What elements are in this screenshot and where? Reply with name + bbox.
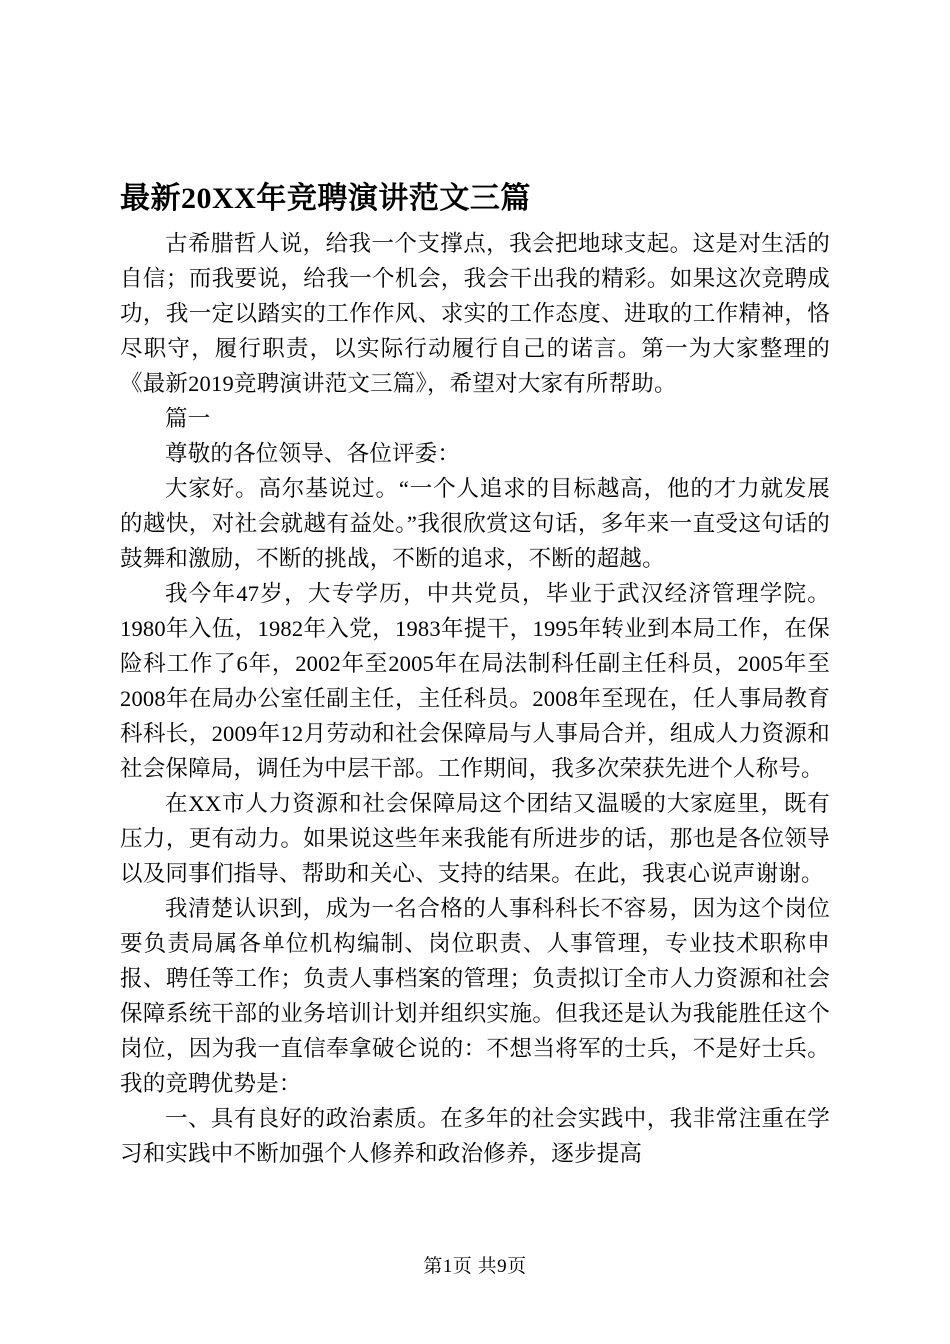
- paragraph: 我今年47岁，大专学历，中共党员，毕业于武汉经济管理学院。1980年入伍，1982年入党，1983年提干，1995年转业到本局工作，在保险科工作了6年，2002年至2005年在局法制科任副主任科员，2005年至2008年在局办公室任副主任，主任科员。2008年至现在，任人事局教育科科长，2009年12月劳动和社会保障局与人事局合并，组成人力资源和社会保障局，调任为中层干部。工作期间，我多次荣获先进个人称号。: [120, 581, 830, 781]
- paragraph: 古希腊哲人说，给我一个支撑点，我会把地球支起。这是对生活的自信；而我要说，给我一个机会，我会干出我的精彩。如果这次竞聘成功，我一定以踏实的工作作风、求实的工作态度、进取的工作精神，恪尽职守，履行职责，以实际行动履行自己的诺言。第一为大家整理的《最新2019竞聘演讲范文三篇》，希望对大家有所帮助。: [120, 231, 830, 396]
- paragraph: 篇一: [165, 406, 211, 431]
- paragraph: 一、具有良好的政治素质。在多年的社会实践中，我非常注重在学习和实践中不断加强个人修养和政治修养，逐步提高: [120, 1106, 830, 1166]
- document-body: [120, 178, 830, 1171]
- page-title: 最新20XX年竞聘演讲范文三篇: [120, 182, 531, 215]
- paragraph: 在XX市人力资源和社会保障局这个团结又温暖的大家庭里，既有压力，更有动力。如果说这些年来我能有所进步的话，那也是各位领导以及同事们指导、帮助和关心、支持的结果。在此，我衷心说声谢谢。: [120, 791, 830, 886]
- page-footer: [0, 1251, 950, 1278]
- paragraph: 大家好。高尔基说过。“一个人追求的目标越高，他的才力就发展的越快，对社会就越有益处。”我很欣赏这句话，多年来一直受这句话的鼓舞和激励，不断的挑战，不断的追求，不断的超越。: [120, 476, 830, 571]
- paragraph: 尊敬的各位领导、各位评委：: [165, 441, 461, 466]
- paragraph: 我清楚认识到，成为一名合格的人事科科长不容易，因为这个岗位要负责局属各单位机构编制、岗位职责、人事管理，专业技术职称申报、聘任等工作；负责人事档案的管理；负责拟订全市人力资源和社会保障系统干部的业务培训计划并组织实施。但我还是认为我能胜任这个岗位，因为我一直信奉拿破仑说的：不想当将军的士兵，不是好士兵。我的竞聘优势是：: [120, 896, 830, 1096]
- page-number: 第1页 共9页: [423, 1256, 527, 1277]
